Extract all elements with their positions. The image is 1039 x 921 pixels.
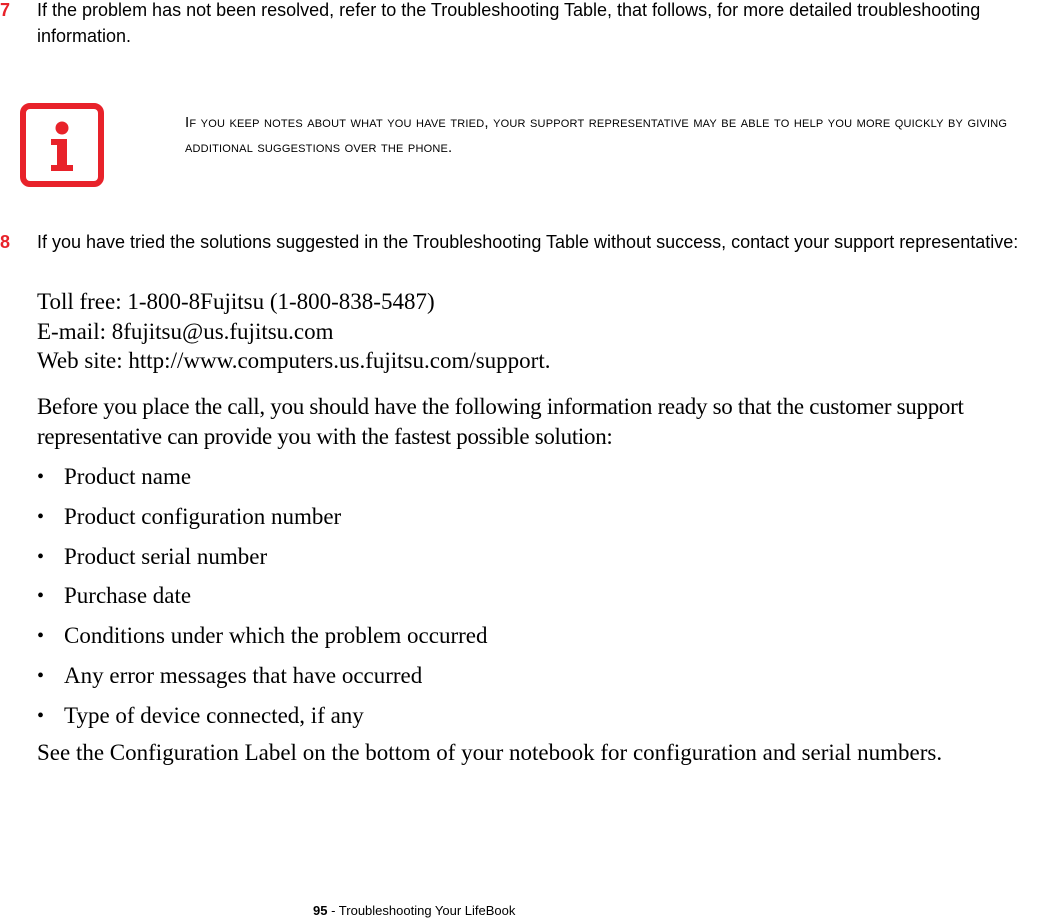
list-item-text: Purchase date bbox=[64, 583, 192, 609]
list-item-text: Any error messages that have occurred bbox=[64, 662, 423, 688]
contact-phone: Toll free: 1-800-8Fujitsu (1-800-838-5487) bbox=[37, 289, 435, 314]
intro-paragraph: Before you place the call, you should have the following information ready so that the customer support representative can provide you with the fastest possible solution: bbox=[37, 394, 964, 449]
list-item-text: Conditions under which the problem occurred bbox=[64, 623, 488, 649]
bullet-icon: • bbox=[37, 664, 45, 687]
list-item-text: Product name bbox=[64, 464, 192, 489]
footer-separator: - bbox=[327, 903, 339, 918]
contact-website: Web site: http://www.computers.us.fujitsu.com/support. bbox=[37, 348, 551, 373]
bullet-icon: • bbox=[37, 704, 45, 727]
list-item-text: Product configuration number bbox=[64, 503, 342, 529]
footer-section-title: Troubleshooting Your LifeBook bbox=[338, 903, 516, 918]
bullet-icon: • bbox=[37, 545, 45, 568]
step-text: If you have tried the solutions suggested in the Troubleshooting Table without success, contact your support representative: bbox=[37, 232, 1019, 252]
contact-email: E-mail: 8fujitsu@us.fujitsu.com bbox=[37, 319, 334, 344]
bullet-icon: • bbox=[37, 466, 45, 488]
bullet-icon: • bbox=[37, 505, 45, 528]
bullet-icon: • bbox=[37, 585, 45, 608]
bullet-icon: • bbox=[37, 625, 45, 648]
page-footer bbox=[313, 903, 515, 919]
list-item-text: Type of device connected, if any bbox=[64, 702, 364, 728]
step-number: 7 bbox=[0, 0, 11, 20]
closing-paragraph: See the Configuration Label on the bottom of your notebook for configuration and serial numbers. bbox=[37, 740, 943, 765]
step-number: 8 bbox=[0, 232, 11, 252]
info-icon bbox=[20, 103, 104, 187]
note-text: If you keep notes about what you have tried, your support representative may be able to help you more quickly by giving additional suggestions over the phone. bbox=[185, 114, 1008, 156]
step-text: If the problem has not been resolved, refer to the Troubleshooting Table, that follows, for more detailed troubleshooting information. bbox=[37, 0, 981, 46]
list-item-text: Product serial number bbox=[64, 543, 268, 569]
page-number: 95 bbox=[313, 903, 328, 918]
